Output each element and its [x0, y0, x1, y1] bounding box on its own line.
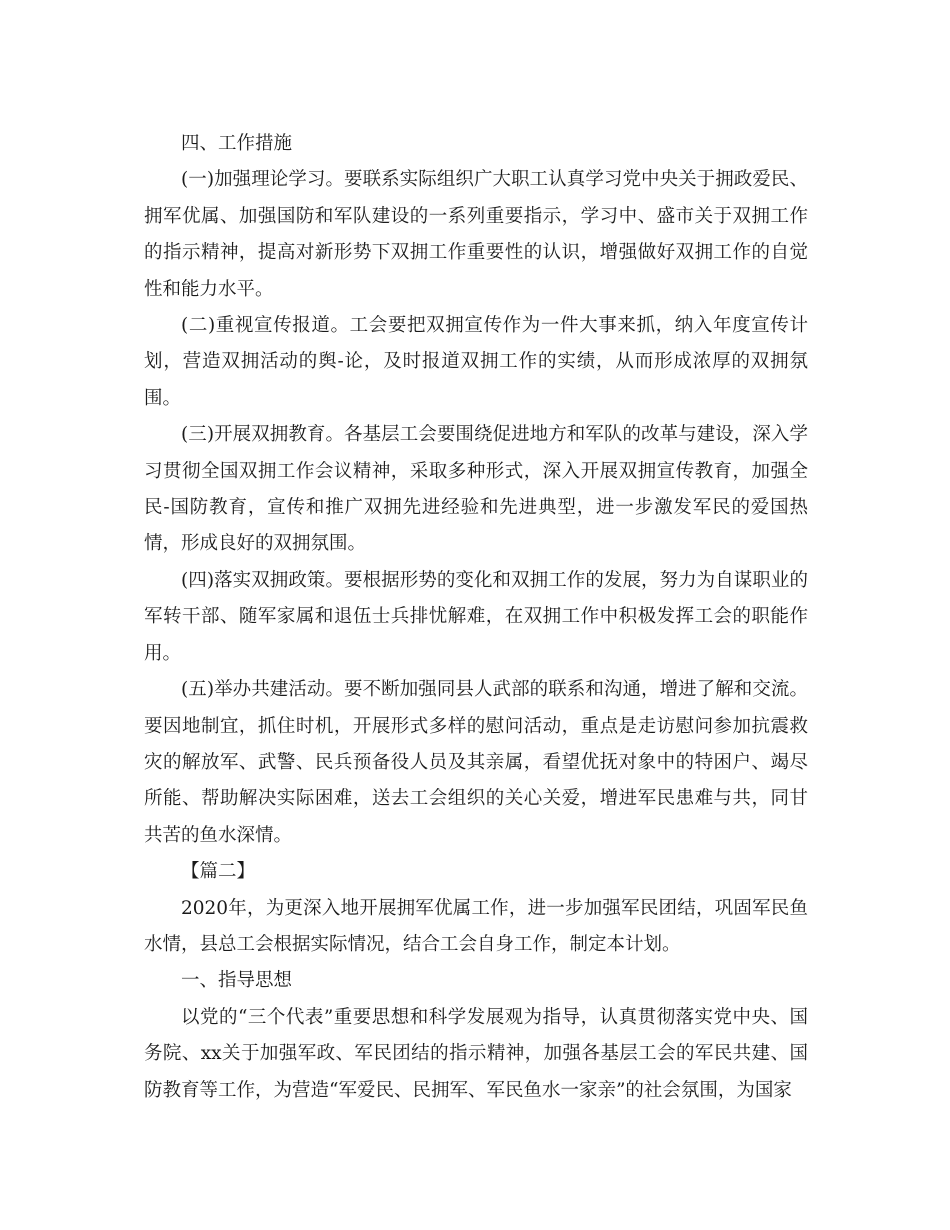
- document-body: [144, 126, 808, 1109]
- paragraph-joint-activities: (五)举办共建活动。要不断加强同县人武部的联系和沟通，增进了解和交流。要因地制宜，抓住时机，开展形式多样的慰问活动，重点是走访慰问参加抗震救灾的解放军、武警、民兵预备役人员及其亲属，看望优抚对象中的特困户、竭尽所能、帮助解决实际困难，送去工会组织的关心关爱，增进军民患难与共，同甘共苦的鱼水深情。: [144, 679, 808, 846]
- paragraph-theory-study: (一)加强理论学习。要联系实际组织广大职工认真学习党中央关于拥政爱民、拥军优属、加强国防和军队建设的一系列重要指示，学习中、盛市关于双拥工作的指示精神，提高对新形势下双拥工作重要性的认识，增强做好双拥工作的自觉性和能力水平。: [144, 169, 808, 300]
- section-heading-guiding-ideology: 一、指导思想: [181, 970, 293, 992]
- section-heading-work-measures: 四、工作措施: [181, 133, 293, 154]
- paragraph-policy: (四)落实双拥政策。要根据形势的变化和双拥工作的发展，努力为自谋职业的军转干部、随军家属和退伍士兵排忧解难，在双拥工作中积极发挥工会的职能作用。: [144, 569, 808, 664]
- section-heading-part-two: 【篇二】: [181, 861, 256, 883]
- paragraph-guiding-ideology: 以党的“三个代表”重要思想和科学发展观为指导，认真贯彻落实党中央、国务院、xx关于加强军政、军民团结的指示精神，加强各基层工会的军民共建、国防教育等工作，为营造“军爱民、民拥军、军民鱼水一家亲”的社会氛围，为国家: [144, 1006, 808, 1101]
- paragraph-education: (三)开展双拥教育。各基层工会要围绕促进地方和军队的改革与建设，深入学习贯彻全国双拥工作会议精神，采取多种形式，深入开展双拥宣传教育，加强全民-国防教育，宣传和推广双拥先进经验和先进典型，进一步激发军民的爱国热情，形成良好的双拥氛围。: [144, 424, 808, 555]
- paragraph-publicity: (二)重视宣传报道。工会要把双拥宣传作为一件大事来抓，纳入年度宣传计划，营造双拥活动的舆-论，及时报道双拥工作的实绩，从而形成浓厚的双拥氛围。: [144, 315, 808, 409]
- paragraph-intro-2020: 2020年，为更深入地开展拥军优属工作，进一步加强军民团结，巩固军民鱼水情，县总工会根据实际情况，结合工会自身工作，制定本计划。: [144, 897, 808, 955]
